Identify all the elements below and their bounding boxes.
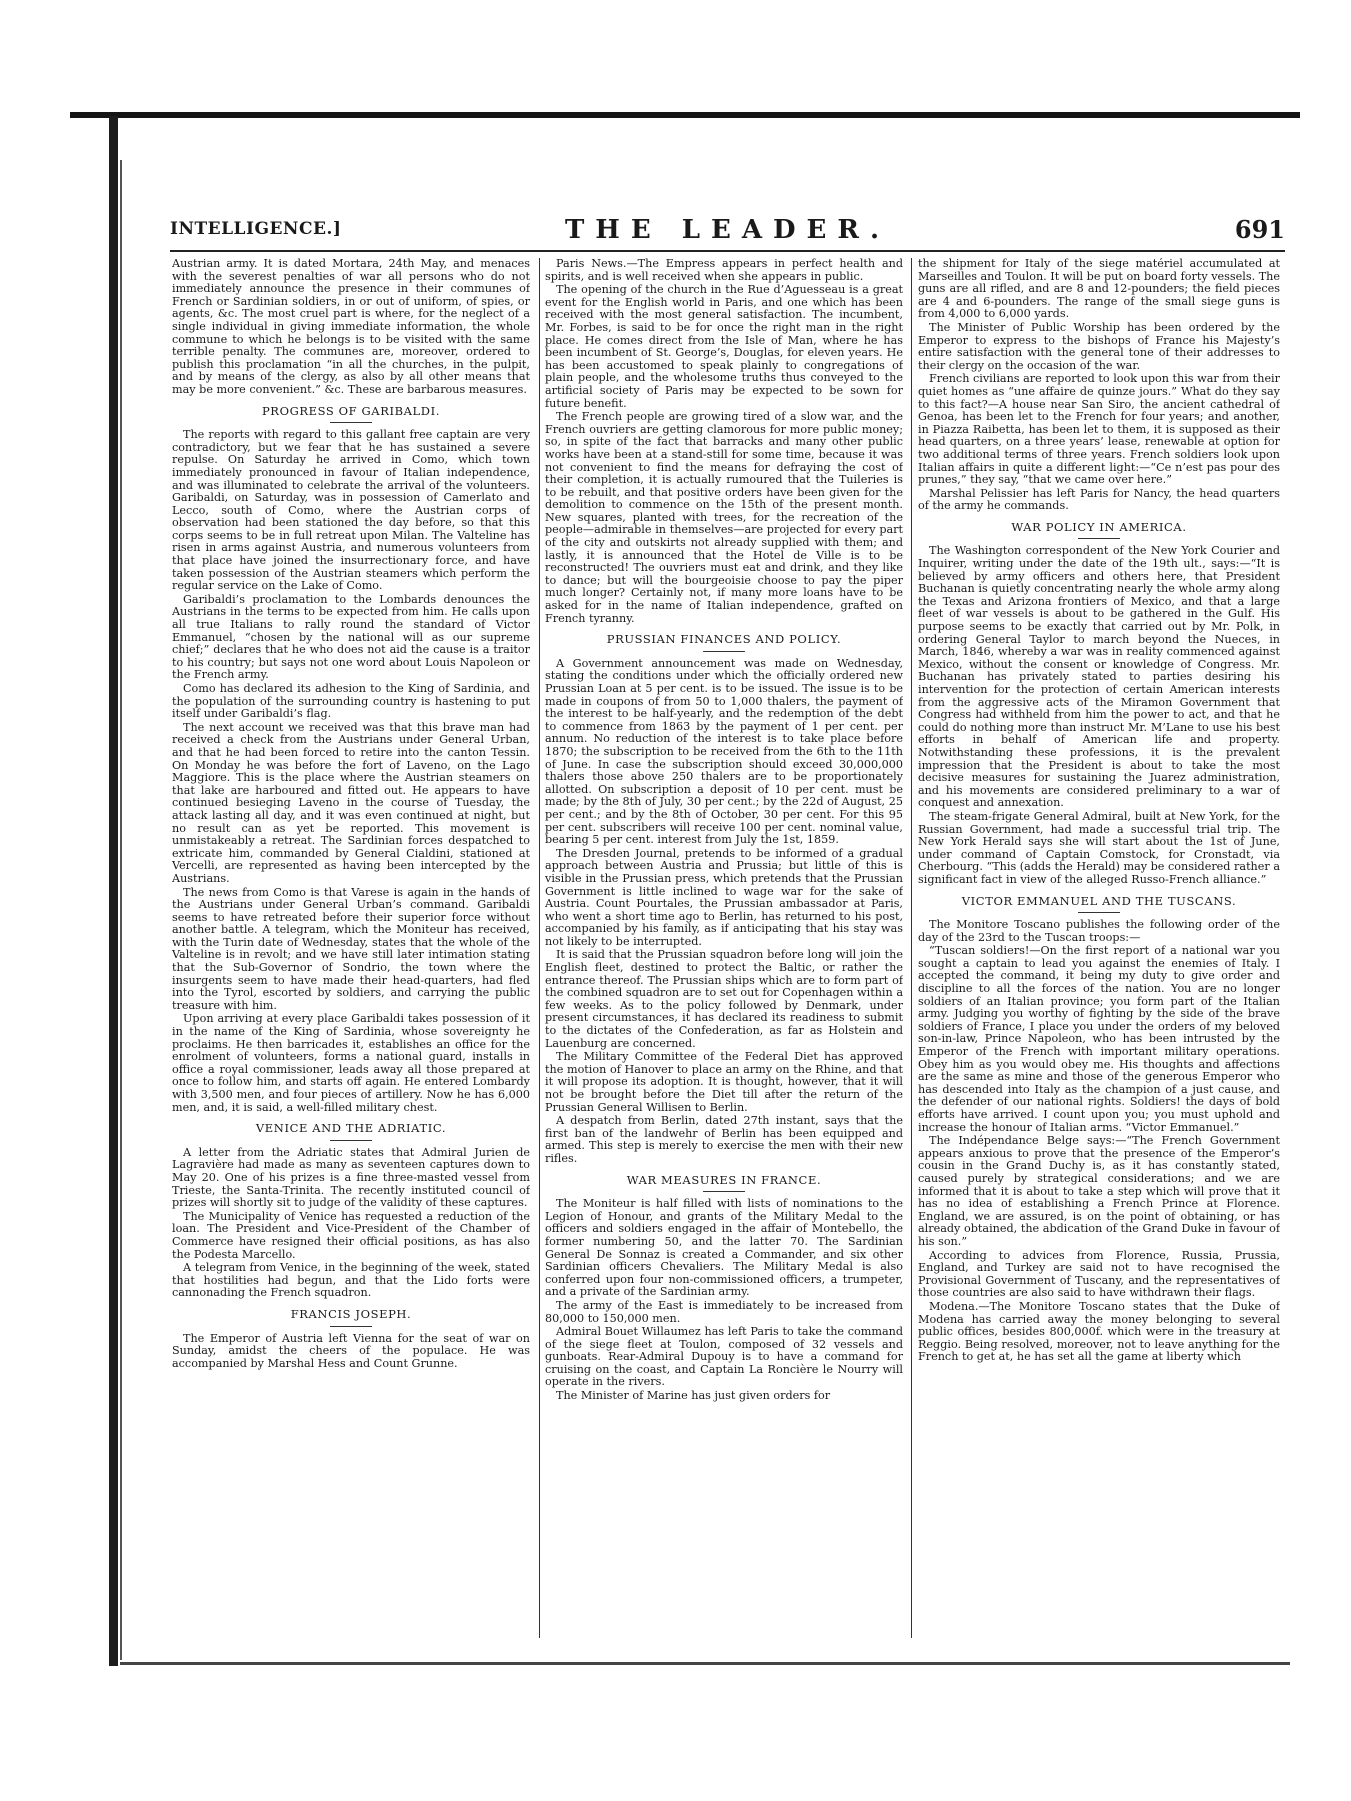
article-paragraph: Garibaldi’s proclamation to the Lombards denounces the Austrians in the terms to be expected from him. He calls upon all true Italians to rally round the standard of Victor Emmanuel, “chosen by the national will as our supreme chief;” declares that he who does not aid the cause is a traitor to his country; but says not one word about Louis Napoleon or the French army. bbox=[172, 592, 530, 682]
article-paragraph: A telegram from Venice, in the beginning of the week, stated that hostilities had begun, and that the Lido forts were cannonading the French squadron. bbox=[172, 1261, 530, 1300]
article-paragraph: The Dresden Journal, pretends to be informed of a gradual approach between Austria and Prussia; but little of this is visible in the Prussian press, which pretends that the Prussian Government is little inclined to wage war for the sake of Austria. Count Pourtales, the Prussian ambassador at Paris, who went a short time ago to Berlin, has returned to his post, accompanied by his family, as if anticipating that his stay was not likely to be interrupted. bbox=[545, 846, 903, 948]
article-paragraph: The Municipality of Venice has requested a reduction of the loan. The President and Vice-President of the Chamber of Commerce have resigned their official positions, as has also the Podesta Marcello. bbox=[172, 1209, 530, 1261]
article-paragraph: Como has declared its adhesion to the King of Sardinia, and the population of the surrounding country is hastening to put itself under Garibaldi’s flag. bbox=[172, 682, 530, 721]
heading-rule bbox=[330, 1326, 372, 1327]
article-paragraph: The Minister of Public Worship has been ordered by the Emperor to express to the bishops of France his Majesty’s entire satisfaction with the general tone of their addresses to their clergy on the occasion of the war. bbox=[918, 320, 1280, 372]
article-paragraph: The Moniteur is half filled with lists of nominations to the Legion of Honour, and grants of the Military Medal to the officers and soldiers engaged in the affair of Montebello, the former numbering 50, and the latter 70. The Sardinian General De Sonnaz is created a Commander, and six other Sardinian officers Chevaliers. The Military Medal is also conferred upon four non-commissioned officers, a trumpeter, and a private of the Sardinian army. bbox=[545, 1197, 903, 1299]
article-paragraph: The Indépendance Belge says:—“The French Government appears anxious to prove that the presence of the Emperor’s cousin in the Grand Duchy is, as it has constantly stated, caused purely by strategical considerations; and we are informed that it is about to take a step which will prove that it has no idea of establishing a French Prince at Florence. England, we are assured, is on the point of obtaining, or has already obtained, the abdication of the Grand Duke in favour of his son.” bbox=[918, 1134, 1280, 1248]
article-paragraph: According to advices from Florence, Russia, Prussia, England, and Turkey are said not to have recognised the Provisional Government of Tuscany, and the representatives of those countries are also said to have withdrawn their flags. bbox=[918, 1248, 1280, 1300]
page-number: 691 bbox=[1234, 215, 1285, 244]
column-separator bbox=[911, 258, 912, 1638]
article-paragraph: the shipment for Italy of the siege matériel accumulated at Marseilles and Toulon. It will be put on board forty vessels. The guns are all rifled, and are 8 and 12-pounders; the field pieces are 4 and 6-pounders. The range of the small siege guns is from 4,000 to 6,000 yards. bbox=[918, 258, 1280, 321]
article-paragraph: The Washington correspondent of the New York Courier and Inquirer, writing under the date of the 19th ult., says:—“It is believed by army officers and others here, that President Buchanan is quietly concentrating nearly the whole army along the Texas and Arizona frontiers of Mexico, and that a large fleet of war vessels is about to be gathered in the Gulf. His purpose seems to be exactly that carried out by Mr. Polk, in ordering General Taylor to march beyond the Nueces, in March, 1846, whereby a war was in reality commenced against Mexico, without the consent or knowledge of Congress. Mr. Buchanan has privately stated to parties desiring his intervention for the protection of certain American interests from the aggressive acts of the Miramon Government that Congress had withheld from him the power to act, and that he could do nothing more than instruct Mr. M’Lane to use his best efforts in behalf of American life and property. Notwithstanding these professions, it is the prevalent impression that the President is about to take the most decisive measures for sustaining the Juarez administration, and his movements are considered preliminary to a war of conquest and annexation. bbox=[918, 544, 1280, 810]
left-border-bar bbox=[109, 116, 118, 1666]
heading-rule bbox=[703, 1191, 745, 1192]
article-paragraph: A letter from the Adriatic states that Admiral Jurien de Lagravière had made as many as seventeen captures down to May 20. One of his prizes is a fine three-masted vessel from Trieste, the Santa-Trinita. The recently instituted council of prizes will shortly sit to judge of the validity of these captures. bbox=[172, 1145, 530, 1210]
article-heading: FRANCIS JOSEPH. bbox=[290, 1306, 412, 1321]
article-paragraph: A despatch from Berlin, dated 27th instant, says that the first ban of the landwehr of Berlin has been equipped and armed. This step is merely to exercise the men with their new rifles. bbox=[545, 1114, 903, 1165]
article-heading: PROGRESS OF GARIBALDI. bbox=[261, 403, 441, 418]
article-paragraph: The next account we received was that this brave man had received a check from the Austrians under General Urban, and that he had been forced to retire into the canton Tessin. On Monday he was before the fort of Laveno, on the Lago Maggiore. This is the place where the Austrian steamers on that lake are harboured and fitted out. He appears to have continued besieging Laveno in the course of Tuesday, the attack lasting all day, and it was even continued at night, but no result can as yet be reported. This movement is unmistakeably a retreat. The Sardinian forces despatched to extricate him, commanded by General Cialdini, stationed at Vercelli, are represented as having been intercepted by the Austrians. bbox=[172, 720, 530, 885]
column-separator bbox=[539, 258, 540, 1638]
top-border-rule bbox=[70, 112, 1300, 118]
article-paragraph: The French people are growing tired of a slow war, and the French ouvriers are getting clamorous for more public money; so, in spite of the fact that barracks and many other public works have been at a stand-still for some time, because it was not convenient to find the means for defraying the cost of their completion, it is actually rumoured that the Tuileries is to be rebuilt, and that positive orders have been given for the demolition to commence on the 15th of the present month. New squares, planted with trees, for the recreation of the people—admirable in themselves—are projected for every part of the city and outskirts not already supplied with them; and lastly, it is announced that the Hotel de Ville is to be reconstructed! The ouvriers must eat and drink, and they like to dance; but will the bourgeoisie choose to pay the piper much longer? Certainly not, if many more loans have to be asked for in the name of Italian independence, grafted on French tyranny. bbox=[545, 410, 903, 625]
article-paragraph: The army of the East is immediately to be increased from 80,000 to 150,000 men. bbox=[545, 1298, 903, 1325]
newspaper-title: THE LEADER. bbox=[564, 215, 891, 245]
heading-rule bbox=[1078, 912, 1120, 913]
article-paragraph: It is said that the Prussian squadron before long will join the English fleet, destined to protect the Baltic, or rather the entrance thereof. The Prussian ships which are to form part of the combined squadron are to set out for Copenhagen within a few weeks. As to the policy followed by Denmark, under present circumstances, it has declared its readiness to submit to the dictates of the Confederation, as far as Holstein and Lauenburg are concerned. bbox=[545, 948, 903, 1050]
article-heading: WAR POLICY IN AMERICA. bbox=[1011, 519, 1187, 534]
article-paragraph: Paris News.—The Empress appears in perfect health and spirits, and is well received when she appears in public. bbox=[545, 258, 903, 283]
column-3 bbox=[918, 258, 1280, 1648]
article-heading: PRUSSIAN FINANCES AND POLICY. bbox=[606, 632, 842, 647]
article-paragraph: Modena.—The Monitore Toscano states that the Duke of Modena has carried away the money belonging to several public offices, besides 800,000f. which were in the treasury at Reggio. Being resolved, moreover, not to leave anything for the French to get at, he has set all the game at liberty which bbox=[918, 1299, 1280, 1364]
heading-rule bbox=[703, 651, 745, 652]
article-paragraph: The Military Committee of the Federal Diet has approved the motion of Hanover to place an army on the Rhine, and that it will propose its adoption. It is thought, however, that it will not be brought before the Diet till after the return of the Prussian General Willisen to Berlin. bbox=[545, 1050, 903, 1114]
article-paragraph: The steam-frigate General Admiral, built at New York, for the Russian Government, had made a successful trial trip. The New York Herald says she will start about the 1st of June, under command of Captain Comstock, for Cronstadt, via Cherbourg. “This (adds the Herald) may be considered rather a significant fact in view of the alleged Russo-French alliance.” bbox=[918, 809, 1280, 886]
article-paragraph: A Government announcement was made on Wednesday, stating the conditions under which the officially ordered new Prussian Loan at 5 per cent. is to be issued. The issue is to be made in coupons of from 50 to 1,000 thalers, the payment of the interest to be half-yearly, and the redemption of the debt to commence from 1863 by the payment of 1 per cent. per annum. No reduction of the interest is to take place before 1870; the subscription to be received from the 6th to the 11th of June. In case the subscription should exceed 30,000,000 thalers those above 250 thalers are to be proportionately allotted. On subscription a deposit of 10 per cent. must be made; by the 8th of July, 30 per cent.; by the 22d of August, 25 per cent.; and by the 8th of October, 30 per cent. For this 95 per cent. subscribers will receive 100 per cent. nominal value, bearing 5 per cent. interest from July the 1st, 1859. bbox=[545, 656, 903, 847]
heading-rule bbox=[330, 1140, 372, 1141]
article-paragraph: Upon arriving at every place Garibaldi takes possession of it in the name of the King of Sardinia, whose sovereignty he proclaims. He then barricades it, establishes an office for the enrolment of volunteers, forms a national guard, installs in office a royal commissioner, leads away all those prepared at once to follow him, and starts off again. He entered Lombardy with 3,500 men, and four pieces of artillery. Now he has 6,000 men, and, it is said, a well-filled military chest. bbox=[172, 1012, 530, 1114]
article-paragraph: French civilians are reported to look upon this war from their quiet homes as “une affaire de quinze jours.” What do they say to this fact?—A house near San Siro, the ancient cathedral of Genoa, has been let to the French for four years; and another, in Piazza Raibetta, has been let to them, it is supposed as their head quarters, on a three years’ lease, renewable at option for two additional terms of three years. French soldiers look upon Italian affairs in quite a different light:—“Ce n’est pas pour des prunes,” they say, “that we came over here.” bbox=[918, 372, 1280, 487]
article-paragraph: The reports with regard to this gallant free captain are very contradictory, but we fear that he has sustained a severe repulse. On Saturday he arrived in Como, which town immediately pronounced in favour of Italian independence, and was illuminated to celebrate the arrival of the volunteers. Garibaldi, on Saturday, was in possession of Camerlato and Lecco, south of Como, where the Austrian corps of observation had been stationed the day before, so that this corps seems to be in full retreat upon Milan. The Valteline has risen in arms against Austria, and numerous volunteers from that place have joined the insurrectionary force, and have taken possession of the Austrian steamers which perform the regular service on the Lake of Como. bbox=[172, 428, 530, 593]
article-paragraph: Marshal Pelissier has left Paris for Nancy, the head quarters of the army he commands. bbox=[918, 486, 1280, 513]
article-paragraph: The opening of the church in the Rue d’Aguesseau is a great event for the English world in Paris, and one which has been received with the most general satisfaction. The incumbent, Mr. Forbes, is said to be for once the right man in the right place. He comes direct from the Isle of Man, where he has been incumbent of St. George’s, Douglas, for eleven years. He has been accustomed to speak plainly to congregations of plain people, and the wholesome truths thus conveyed to the artificial society of Paris may be expected to be sown for future benefit. bbox=[545, 283, 903, 410]
article-paragraph: The Emperor of Austria left Vienna for the seat of war on Sunday, amidst the cheers of the populace. He was accompanied by Marshal Hess and Count Grunne. bbox=[172, 1331, 530, 1370]
header-rule bbox=[170, 250, 1285, 252]
page-header bbox=[170, 215, 1285, 245]
heading-rule bbox=[1078, 538, 1120, 539]
article-paragraph: Admiral Bouet Willaumez has left Paris to take the command of the siege fleet at Toulon, composed of 32 vessels and gunboats. Rear-Admiral Dupouy is to have a command for cruising on the coast, and Captain La Roncière le Nourry will operate in the rivers. bbox=[545, 1325, 903, 1389]
article-heading: WAR MEASURES IN FRANCE. bbox=[626, 1172, 822, 1187]
bottom-border-rule bbox=[120, 1662, 1290, 1665]
article-paragraph: The news from Como is that Varese is again in the hands of the Austrians under General Urban’s command. Garibaldi seems to have retreated before their superior force without another battle. A telegram, which the Moniteur has received, with the Turin date of Wednesday, states that the whole of the Valteline is in revolt; and we have still later intimation stating that the Sub-Governor of Sondrio, the town where the insurgents seem to have made their head-quarters, had fled into the Tyrol, escorted by soldiers, and carrying the public treasure with him. bbox=[172, 885, 530, 1012]
left-border-line bbox=[120, 160, 122, 1660]
column-2 bbox=[545, 258, 903, 1648]
section-label: INTELLIGENCE.] bbox=[170, 219, 342, 239]
heading-rule bbox=[330, 422, 372, 423]
article-paragraph: “Tuscan soldiers!—On the first report of a national war you sought a captain to lead you against the enemies of Italy. I accepted the command, it being my duty to give order and discipline to all the forces of the nation. You are no longer soldiers of an Italian province; you form part of the Italian army. Judging you worthy of fighting by the side of the brave soldiers of France, I place you under the orders of my beloved son-in-law, Prince Napoleon, who has been intrusted by the Emperor of the French with important military operations. Obey him as you would obey me. His thoughts and affections are the same as mine and those of the generous Emperor who has descended into Italy as the champion of a just cause, and the defender of our national rights. Soldiers! the days of bold efforts have arrived. I count upon you; you must uphold and increase the honour of Italian arms. “Victor Emmanuel.” bbox=[918, 944, 1280, 1134]
article-paragraph: Austrian army. It is dated Mortara, 24th May, and menaces with the severest penalties of war all persons who do not immediately announce the presence in their communes of French or Sardinian soldiers, in or out of uniform, of spies, or agents, &c. The most cruel part is where, for the neglect of a single individual in giving immediate information, the whole commune to which he belongs is to be visited with the same terrible penalty. The communes are, moreover, ordered to publish this proclamation “in all the churches, in the pulpit, and by means of the clergy, as also by all other means that may be more convenient.” &c. These are barbarous measures. bbox=[172, 258, 530, 396]
article-paragraph: The Monitore Toscano publishes the following order of the day of the 23rd to the Tuscan troops:— bbox=[918, 918, 1280, 944]
article-heading: VENICE AND THE ADRIATIC. bbox=[255, 1121, 447, 1136]
article-heading: VICTOR EMMANUEL AND THE TUSCANS. bbox=[961, 893, 1237, 908]
article-paragraph: The Minister of Marine has just given orders for bbox=[556, 1389, 831, 1403]
column-1 bbox=[172, 258, 530, 1648]
